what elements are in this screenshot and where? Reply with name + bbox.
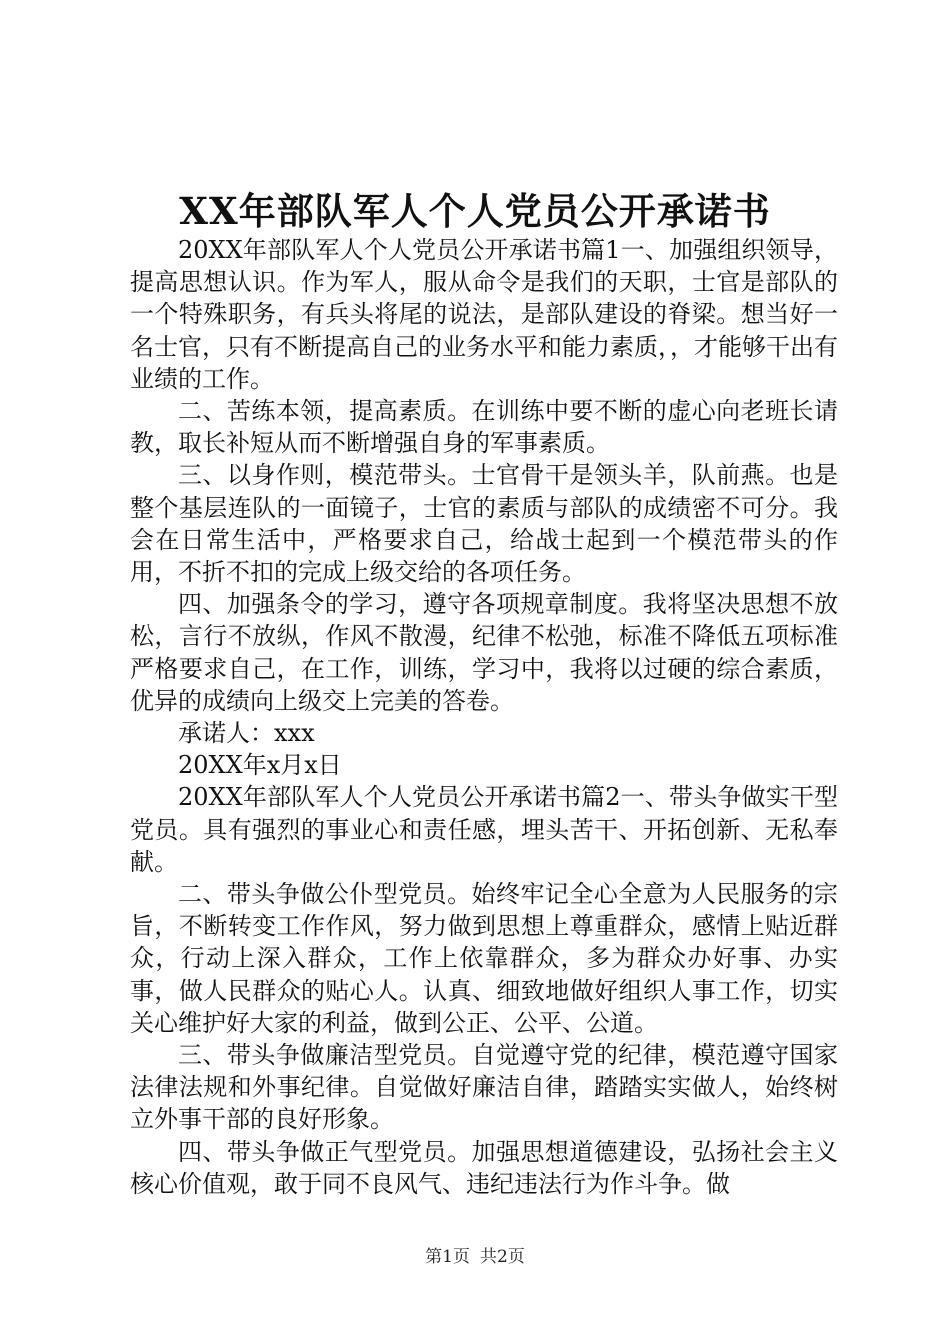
paragraph-2: 二、苦练本领，提高素质。在训练中要不断的虚心向老班长请教，取长补短从而不断增强自身的军事素质。 [130, 397, 838, 458]
page-footer [0, 1246, 950, 1268]
page-total: 共2页 [480, 1247, 525, 1267]
paragraph-3: 三、以身作则，模范带头。士官骨干是领头羊，队前燕。也是整个基层连队的一面镜子，士官的素质与部队的成绩密不可分。我会在日常生活中，严格要求自己，给战士起到一个模范带头的作用，不折不扣的完成上级交给的各项任务。 [130, 461, 838, 587]
paragraph-1: 20XX年部队军人个人党员公开承诺书篇1一、加强组织领导，提高思想认识。作为军人，服从命令是我们的天职，士官是部队的一个特殊职务，有兵头将尾的说法，是部队建设的脊梁。想当好一名士官，只有不断提高自己的业务水平和能力素质，，才能够干出有业绩的工作。 [130, 236, 838, 393]
page-number: 第1页 [425, 1247, 470, 1267]
paragraph-6: 二、带头争做公仆型党员。始终牢记全心全意为人民服务的宗旨，不断转变工作作风，努力做到思想上尊重群众，感情上贴近群众，行动上深入群众，工作上依靠群众，多为群众办好事、办实事，做人民群众的贴心人。认真、细致地做好组织人事工作，切实关心维护好大家的利益，做到公正、公平、公道。 [130, 880, 838, 1037]
document-body [130, 234, 838, 1200]
promisor-line: 承诺人：xxx [178, 719, 315, 748]
date-line: 20XX年x月x日 [178, 751, 342, 780]
paragraph-7: 三、带头争做廉洁型党员。自觉遵守党的纪律，模范遵守国家法律法规和外事纪律。自觉做好廉洁自律，踏踏实实做人，始终树立外事干部的良好形象。 [130, 1041, 838, 1134]
paragraph-4: 四、加强条令的学习，遵守各项规章制度。我将坚决思想不放松，言行不放纵，作风不散漫，纪律不松弛，标准不降低五项标准严格要求自己，在工作，训练，学习中，我将以过硬的综合素质，优异的成绩向上级交上完美的答卷。 [130, 590, 838, 715]
paragraph-8: 四、带头争做正气型党员。加强思想道德建设，弘扬社会主义核心价值观，敢于同不良风气、违纪违法行为作斗争。做 [130, 1137, 838, 1198]
document-title: XX年部队军人个人党员公开承诺书 [179, 189, 771, 233]
paragraph-5: 20XX年部队军人个人党员公开承诺书篇2一、带头争做实干型党员。具有强烈的事业心和责任感，埋头苦干、开拓创新、无私奉献。 [130, 783, 838, 876]
